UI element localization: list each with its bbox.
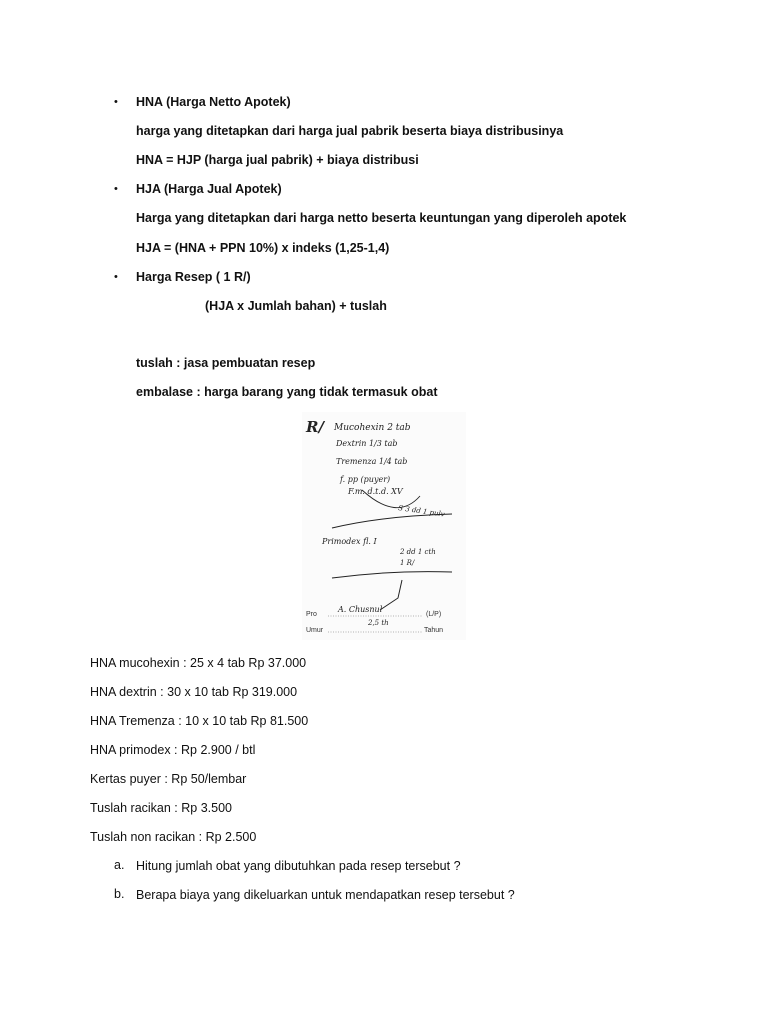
question-label-a: a. <box>114 858 125 872</box>
prescription-drawing <box>302 412 466 640</box>
price-item: Kertas puyer : Rp 50/lembar <box>90 772 247 786</box>
section-desc-hna: harga yang ditetapkan dari harga jual pabrik beserta biaya distribusinya <box>136 124 564 138</box>
rx-line: Tremenza 1/4 tab <box>336 457 408 466</box>
price-item: HNA mucohexin : 25 x 4 tab Rp 37.000 <box>90 656 307 670</box>
bullet-marker: • <box>114 271 118 283</box>
section-title-hna: HNA (Harga Netto Apotek) <box>136 95 291 109</box>
bullet-marker: • <box>114 96 118 108</box>
definition-embalase: embalase : harga barang yang tidak termasuk obat <box>136 385 438 399</box>
price-item: HNA Tremenza : 10 x 10 tab Rp 81.500 <box>90 714 309 728</box>
rx-signature <box>380 580 402 610</box>
rx-pro-label: Pro <box>306 611 317 618</box>
rx-line: 1 R/ <box>400 559 415 567</box>
section-formula-hja: HJA = (HNA + PPN 10%) x indeks (1,25-1,4) <box>136 241 390 255</box>
rx-line: 2 dd 1 cth <box>400 548 436 556</box>
rx-line: S 3 dd 1 pulv <box>397 504 446 519</box>
rx-pro-value: A. Chusnul <box>338 605 383 614</box>
rx-tahun-label: Tahun <box>424 627 444 634</box>
prescription-image <box>302 412 466 640</box>
price-item: HNA primodex : Rp 2.900 / btl <box>90 743 256 757</box>
rx-separator-line <box>332 572 452 578</box>
question-a: Hitung jumlah obat yang dibutuhkan pada resep tersebut ? <box>136 859 461 873</box>
price-item: HNA dextrin : 30 x 10 tab Rp 319.000 <box>90 685 298 699</box>
section-title-resep: Harga Resep ( 1 R/) <box>136 270 251 284</box>
rx-header: R/ <box>306 418 324 436</box>
definition-tuslah: tuslah : jasa pembuatan resep <box>136 356 316 370</box>
rx-line: Mucohexin 2 tab <box>334 423 411 433</box>
price-item: Tuslah racikan : Rp 3.500 <box>90 801 232 815</box>
section-desc-hja: Harga yang ditetapkan dari harga netto beserta keuntungan yang diperoleh apotek <box>136 211 627 225</box>
bullet-marker: • <box>114 183 118 195</box>
rx-umur-value: 2,5 th <box>368 619 389 627</box>
rx-line: Primodex fl. I <box>322 537 377 546</box>
rx-line: F.m. d.t.d. XV <box>348 487 403 496</box>
rx-gender-label: (L/P) <box>426 611 442 618</box>
question-label-b: b. <box>114 887 125 901</box>
rx-line: f. pp (puyer) <box>340 475 391 484</box>
price-item: Tuslah non racikan : Rp 2.500 <box>90 830 257 844</box>
rx-line: Dextrin 1/3 tab <box>336 439 398 448</box>
section-formula-resep: (HJA x Jumlah bahan) + tuslah <box>205 299 387 313</box>
rx-umur-label: Umur <box>306 627 324 634</box>
question-b: Berapa biaya yang dikeluarkan untuk mendapatkan resep tersebut ? <box>136 888 515 902</box>
section-title-hja: HJA (Harga Jual Apotek) <box>136 182 282 196</box>
section-formula-hna: HNA = HJP (harga jual pabrik) + biaya distribusi <box>136 153 419 167</box>
